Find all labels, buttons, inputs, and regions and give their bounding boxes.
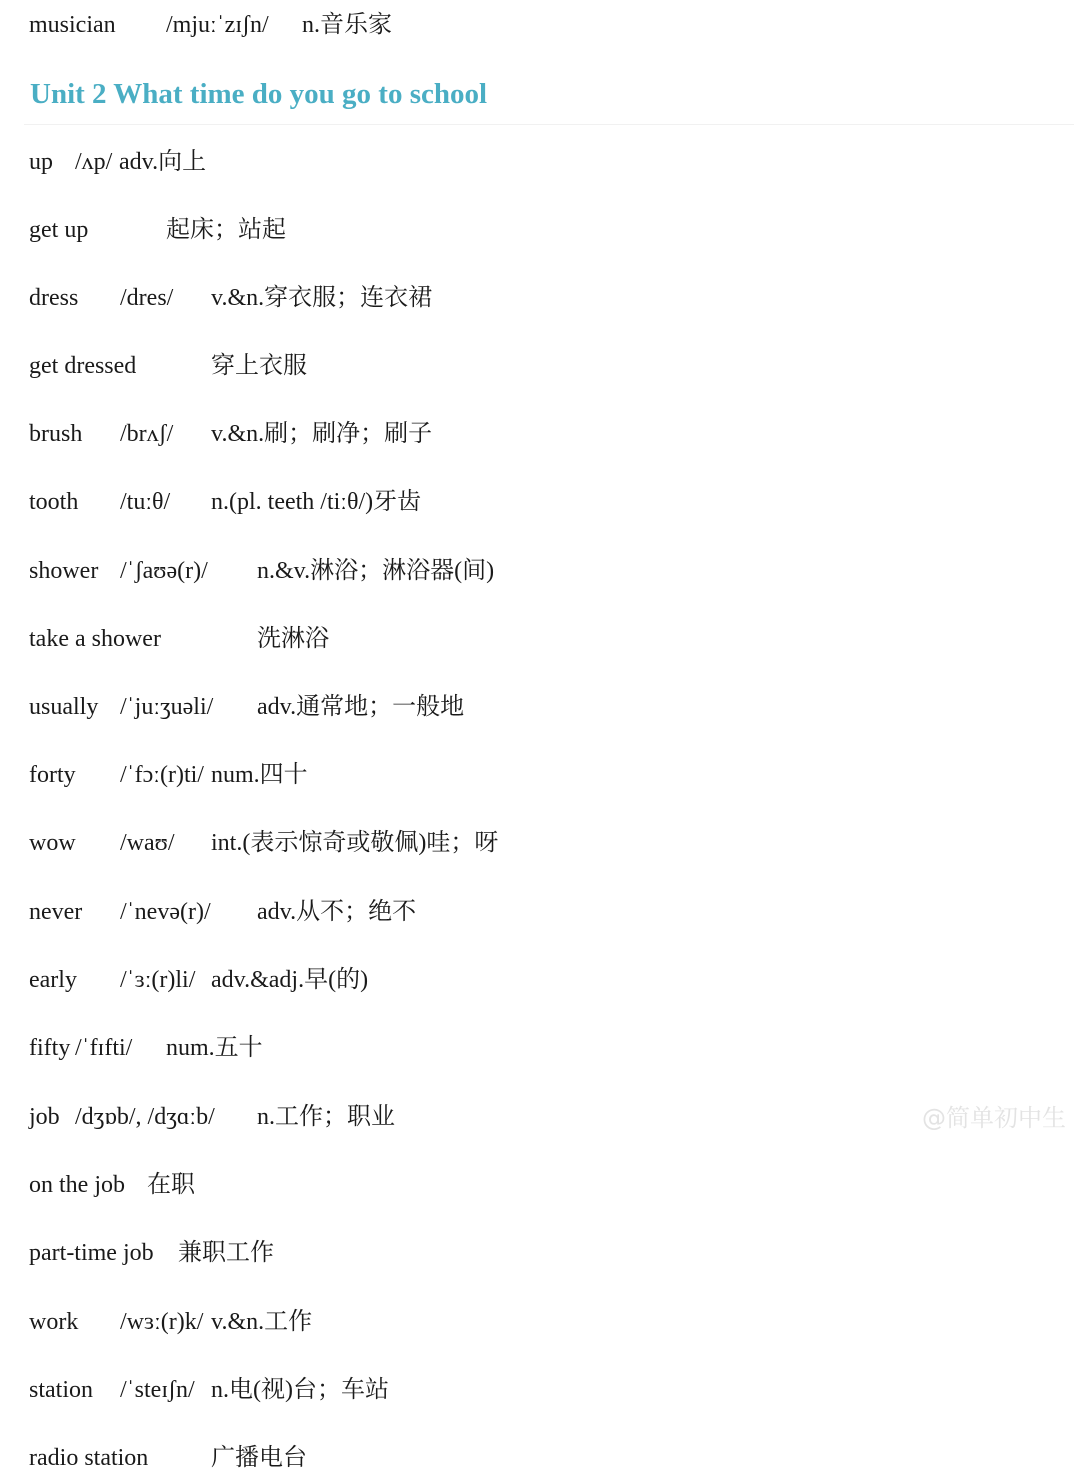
entry-word: early <box>29 967 77 993</box>
entry-phonetic: /ˈfɪfti/ <box>75 1035 133 1061</box>
entry-word: job <box>29 1104 60 1130</box>
entry-meaning: 洗淋浴 <box>257 626 329 652</box>
entry-word: up <box>29 149 53 175</box>
entry-word: radio station <box>29 1445 149 1471</box>
entry-meaning: v.&n.工作 <box>211 1309 313 1335</box>
entry-phonetic: /ʌp/ <box>75 149 113 175</box>
entry-meaning: v.&n.穿衣服；连衣裙 <box>211 285 433 311</box>
entry-word: station <box>29 1377 93 1403</box>
entry-word: wow <box>29 830 76 856</box>
entry-phonetic: /ˈnevə(r)/ <box>120 899 211 925</box>
entry-word: never <box>29 899 83 925</box>
entry-word: get up <box>29 217 89 243</box>
entry-word: brush <box>29 421 83 447</box>
entry-phonetic: /ˈjuːʒuəli/ <box>120 694 214 720</box>
watermark: @简单初中生 <box>922 1104 1066 1132</box>
entry-word: take a shower <box>29 626 161 652</box>
entry-word: get dressed <box>29 353 137 379</box>
entry-meaning: v.&n.刷；刷净；刷子 <box>211 421 433 447</box>
entry-meaning: 广播电台 <box>211 1445 307 1471</box>
entry-phonetic: /ˈɜː(r)li/ <box>120 967 196 993</box>
entry-phonetic: /dres/ <box>120 285 174 311</box>
entry-phonetic: /tuːθ/ <box>120 489 171 515</box>
entry-meaning: adv.通常地；一般地 <box>257 694 465 720</box>
entry-word: fifty <box>29 1035 71 1061</box>
entry-phonetic: /wɜː(r)k/ <box>120 1309 204 1335</box>
entry-meaning: n.工作；职业 <box>257 1104 395 1130</box>
entry-word: usually <box>29 694 99 720</box>
entry-meaning: num.五十 <box>166 1035 263 1061</box>
entry-phonetic: /waʊ/ <box>120 830 175 856</box>
entry-word: work <box>29 1309 79 1335</box>
entry-meaning: 起床；站起 <box>166 217 286 243</box>
entry-meaning: n.(pl. teeth /tiːθ/)牙齿 <box>211 489 422 515</box>
entry-phonetic: /ˈʃaʊə(r)/ <box>120 558 208 584</box>
entry-meaning: adv.从不；绝不 <box>257 899 417 925</box>
entry-meaning: 穿上衣服 <box>211 353 307 379</box>
entry-word: part-time job <box>29 1240 154 1266</box>
entry-word: on the job <box>29 1172 125 1198</box>
entry-meaning: int.(表示惊奇或敬佩)哇；呀 <box>211 830 499 856</box>
entry-meaning: 兼职工作 <box>178 1240 274 1266</box>
entry-phonetic: /dʒɒb/, /dʒɑːb/ <box>75 1104 215 1130</box>
entry-phonetic: /ˈsteɪʃn/ <box>120 1377 195 1403</box>
entry-meaning: n.音乐家 <box>302 12 392 38</box>
entry-word: tooth <box>29 489 79 515</box>
entry-meaning: 在职 <box>147 1172 195 1198</box>
entry-meaning: n.&v.淋浴；淋浴器(间) <box>257 558 495 584</box>
unit-title: Unit 2 What time do you go to school <box>30 78 488 110</box>
entry-phonetic: /brʌʃ/ <box>120 421 174 447</box>
entry-meaning: num.四十 <box>211 762 308 788</box>
entry-word: dress <box>29 285 79 311</box>
entry-phonetic: /mjuːˈzɪʃn/ <box>166 12 269 38</box>
entry-word: musician <box>29 12 116 38</box>
entry-word: forty <box>29 762 76 788</box>
entry-meaning: adv.&adj.早(的) <box>211 967 369 993</box>
entry-word: shower <box>29 558 99 584</box>
entry-phonetic: /ˈfɔː(r)ti/ <box>120 762 204 788</box>
entry-meaning: adv.向上 <box>119 149 207 175</box>
entry-meaning: n.电(视)台；车站 <box>211 1377 389 1403</box>
